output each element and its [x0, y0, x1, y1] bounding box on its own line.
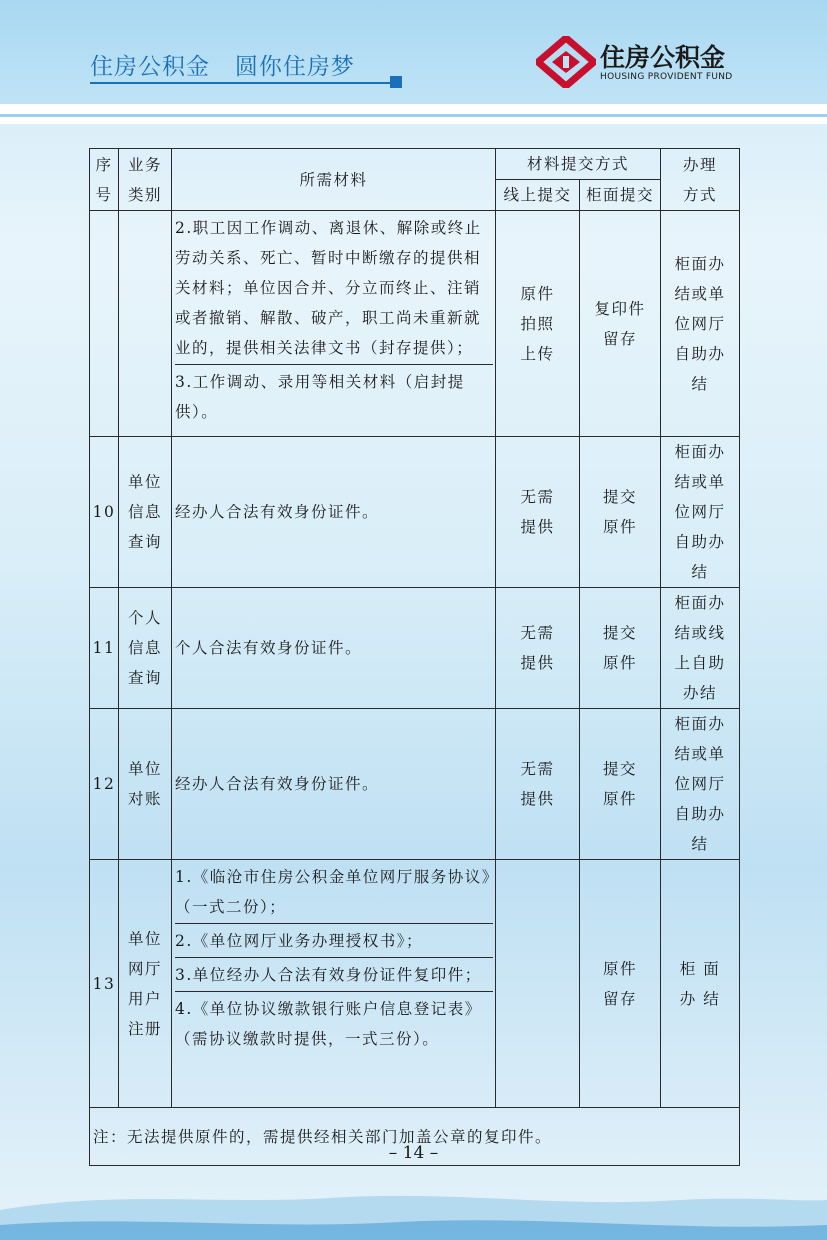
cell-counter-line: 原件	[603, 654, 638, 672]
cell-counter-line: 提交	[603, 488, 638, 506]
cell-category	[119, 211, 172, 437]
cell-handle-line: 柜面办	[674, 443, 726, 461]
table-row	[90, 437, 740, 588]
cell-handle	[661, 709, 740, 860]
cell-counter	[580, 437, 661, 588]
cell-handle	[661, 211, 740, 437]
table-row	[90, 860, 740, 1108]
cell-handle-line: 结或单	[674, 284, 726, 303]
cell-category-line: 单位	[127, 473, 162, 491]
material-item: 4.《单位协议缴款银行账户信息登记表》（需协议缴款时提供，一式三份）。	[175, 1000, 482, 1048]
cell-online-line: 拍照	[520, 314, 555, 333]
header-category-line: 业务	[127, 155, 162, 174]
cell-handle-line: 办结	[683, 684, 718, 702]
material-item: 个人合法有效身份证件。	[175, 639, 363, 657]
cell-category-line: 注册	[127, 1019, 162, 1038]
cell-category-line: 查询	[127, 669, 162, 687]
cell-category-line: 单位	[127, 929, 162, 948]
cell-category-line: 用户	[127, 989, 162, 1008]
cell-online-line: 上传	[520, 344, 555, 363]
cell-handle-line: 柜 面	[679, 959, 721, 978]
cell-counter-line: 留存	[603, 329, 638, 348]
header-divider	[0, 104, 827, 124]
slogan-marker	[390, 76, 402, 88]
header-seq-line: 号	[95, 185, 113, 204]
table-note: 注：无法提供原件的，需提供经相关部门加盖公章的复印件。	[90, 1108, 740, 1166]
cell-handle-line: 结	[691, 563, 709, 581]
cell-online	[496, 588, 580, 709]
page-number: – 14 –	[388, 1143, 439, 1163]
cell-counter-line: 原件	[603, 959, 638, 978]
cell-handle-line: 结或单	[674, 473, 726, 491]
cell-handle-line: 自助办	[674, 533, 726, 551]
cell-handle-line: 办 结	[679, 989, 721, 1008]
cell-handle	[661, 588, 740, 709]
material-item: 3.单位经办人合法有效身份证件复印件；	[175, 958, 493, 992]
cell-handle-line: 柜面办	[674, 254, 726, 273]
cell-online	[496, 437, 580, 588]
cell-counter-line: 原件	[603, 518, 638, 536]
cell-counter	[580, 588, 661, 709]
header-seq	[90, 149, 119, 211]
cell-category	[119, 709, 172, 860]
cell-handle	[661, 437, 740, 588]
header-submit-group: 材料提交方式	[496, 149, 661, 180]
cell-category-line: 查询	[127, 533, 162, 551]
cell-seq: 13	[90, 860, 119, 1108]
cell-handle-line: 柜面办	[674, 715, 726, 733]
cell-category-line: 单位	[127, 760, 162, 778]
service-materials-table	[89, 148, 740, 1166]
header-category	[119, 149, 172, 211]
table-row	[90, 211, 740, 437]
cell-online-line: 无需	[520, 760, 555, 778]
cell-counter-line: 提交	[603, 624, 638, 642]
cell-seq: 12	[90, 709, 119, 860]
header-category-line: 类别	[127, 185, 162, 204]
cell-online-line: 无需	[520, 488, 555, 506]
header-slogan: 住房公积金 圆你住房梦	[90, 54, 355, 80]
cell-handle-line: 位网厅	[674, 503, 726, 521]
cell-handle-line: 结	[691, 374, 709, 393]
cell-seq: 10	[90, 437, 119, 588]
cell-counter	[580, 860, 661, 1108]
cell-handle-line: 结	[691, 835, 709, 853]
cell-counter-line: 留存	[603, 989, 638, 1008]
cell-online-line: 提供	[520, 518, 555, 536]
cell-materials	[172, 437, 496, 588]
cell-category-line: 网厅	[127, 959, 162, 978]
cell-counter-line: 原件	[603, 790, 638, 808]
cell-category-line: 信息	[127, 639, 162, 657]
material-item: 1.《临沧市住房公积金单位网厅服务协议》（一式二份）；	[175, 860, 493, 924]
cell-online-line: 提供	[520, 790, 555, 808]
page-header	[0, 0, 827, 104]
cell-handle-line: 结或线	[674, 624, 726, 642]
logo-title: 住房公积金	[600, 43, 726, 72]
cell-category-line: 个人	[127, 609, 162, 627]
cell-handle-line: 自助办	[674, 344, 726, 363]
table-header-row	[90, 149, 740, 180]
header-handle	[661, 149, 740, 211]
cell-handle-line: 结或单	[674, 745, 726, 763]
cell-counter-line: 复印件	[594, 299, 646, 318]
cell-counter-line: 提交	[603, 760, 638, 778]
header-seq-line: 序	[95, 155, 113, 174]
cell-handle-line: 位网厅	[674, 314, 726, 333]
material-item: 2.职工因工作调动、离退休、解除或终止劳动关系、死亡、暂时中断缴存的提供相关材料；单位因合并、分立而终止、注销或者撤销、解散、破产，职工尚未重新就业的，提供相关法律文书（封存提供）；	[175, 211, 493, 365]
cell-category	[119, 437, 172, 588]
cell-online-line: 原件	[520, 284, 555, 303]
material-item: 2.《单位网厅业务办理授权书》；	[175, 924, 493, 958]
cell-handle-line: 柜面办	[674, 594, 726, 612]
cell-online	[496, 860, 580, 1108]
cell-materials	[172, 211, 496, 437]
cell-materials	[172, 588, 496, 709]
cell-category	[119, 588, 172, 709]
header-counter: 柜面提交	[580, 180, 661, 211]
cell-handle-line: 位网厅	[674, 775, 726, 793]
cell-handle	[661, 860, 740, 1108]
housing-fund-logo-icon	[536, 36, 596, 88]
cell-handle-line: 自助办	[674, 805, 726, 823]
logo-subtitle: HOUSING PROVIDENT FUND	[600, 72, 733, 82]
material-item: 经办人合法有效身份证件。	[175, 503, 380, 521]
cell-counter	[580, 211, 661, 437]
cell-online	[496, 211, 580, 437]
cell-online-line: 无需	[520, 624, 555, 642]
material-item: 3.工作调动、录用等相关材料（启封提供）。	[175, 373, 465, 421]
cell-category	[119, 860, 172, 1108]
cell-online-line: 提供	[520, 654, 555, 672]
footer-landscape-decoration	[0, 1170, 827, 1240]
header-materials: 所需材料	[172, 149, 496, 211]
table-row	[90, 709, 740, 860]
header-handle-line: 方式	[683, 185, 718, 204]
cell-category-line: 信息	[127, 503, 162, 521]
cell-materials	[172, 860, 496, 1108]
table-row	[90, 588, 740, 709]
cell-online	[496, 709, 580, 860]
cell-category-line: 对账	[127, 790, 162, 808]
material-item: 经办人合法有效身份证件。	[175, 775, 380, 793]
cell-handle-line: 上自助	[674, 654, 726, 672]
cell-seq	[90, 211, 119, 437]
cell-materials	[172, 709, 496, 860]
header-online: 线上提交	[496, 180, 580, 211]
cell-seq: 11	[90, 588, 119, 709]
cell-counter	[580, 709, 661, 860]
header-handle-line: 办理	[683, 155, 718, 174]
slogan-underline	[90, 82, 392, 84]
